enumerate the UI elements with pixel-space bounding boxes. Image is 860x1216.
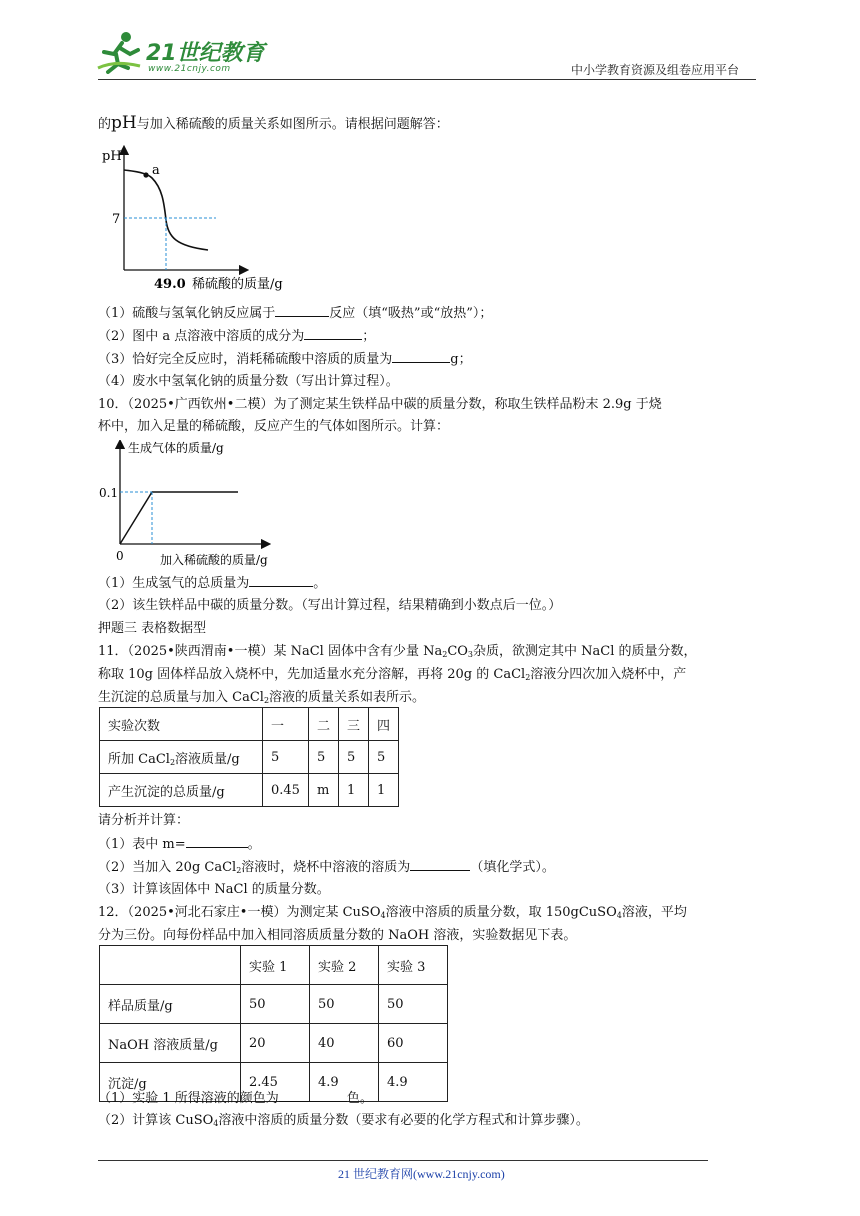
q12-line1: 12．（2025•河北石家庄•一模）为测定某 CuSO$_4$溶液中溶质的质量分数，取 150gCuSO$_4$溶液，平均 xyxy=(98,905,687,920)
table-cell: 5 xyxy=(263,741,309,774)
table-cell: m xyxy=(308,774,338,807)
q11-s3: （3）计算该固体中 NaCl 的质量分数。 xyxy=(98,882,330,897)
table-row xyxy=(100,1024,448,1063)
q12-table xyxy=(99,945,448,1102)
header-divider xyxy=(98,79,756,80)
q12-line2: 分为三份。向每份样品中加入相同溶质质量分数的 NaOH 溶液，实验数据见下表。 xyxy=(98,928,577,943)
q11-line1: 11．（2025•陕西渭南•一模）某 NaCl 固体中含有少量 $Na_2CO_3$杂质，欲测定其中 NaCl 的质量分数， xyxy=(98,644,697,659)
table-cell: 实验 1 xyxy=(241,946,310,985)
table-cell: 4.9 xyxy=(379,1063,448,1102)
answer-blank[interactable] xyxy=(392,350,450,363)
table-cell: 二 xyxy=(308,708,338,741)
gas-x-label: 加入稀硫酸的质量/g xyxy=(160,553,268,567)
gas-chart xyxy=(96,440,306,570)
table-cell: 一 xyxy=(263,708,309,741)
ph-x-label: 稀硫酸的质量/g xyxy=(192,277,283,292)
answer-blank[interactable] xyxy=(249,574,313,587)
q9-s3: （3）恰好完全反应时，消耗稀硫酸中溶质的质量为 g； xyxy=(98,352,472,367)
q11-line2: 称取 10g 固体样品放入烧杯中，先加适量水充分溶解，再将 20g 的 CaCl$_2$溶液分四次加入烧杯中，产 xyxy=(98,667,687,682)
table-cell: 实验 3 xyxy=(379,946,448,985)
table-cell: NaOH 溶液质量/g xyxy=(100,1024,241,1063)
table-cell: 2.45 xyxy=(241,1063,310,1102)
table-cell xyxy=(100,946,241,985)
header xyxy=(0,0,860,80)
table-cell: 40 xyxy=(310,1024,379,1063)
table-cell: 50 xyxy=(241,985,310,1024)
table-cell: 0.45 xyxy=(263,774,309,807)
table-row xyxy=(100,741,399,774)
table-cell: 4.9 xyxy=(310,1063,379,1102)
point-a xyxy=(143,172,148,177)
table-cell: 5 xyxy=(338,741,368,774)
table-cell: 四 xyxy=(368,708,398,741)
point-a-label: a xyxy=(152,163,160,178)
ph-y-label: pH xyxy=(102,149,122,164)
table-cell: 实验次数 xyxy=(100,708,263,741)
table-row xyxy=(100,774,399,807)
q12-s1: （1）实验 1 所得溶液的颜色为 色。 xyxy=(98,1091,373,1106)
gas-y-tick: 0.1 xyxy=(99,486,119,500)
table-cell: 20 xyxy=(241,1024,310,1063)
q9-s4: （4）废水中氢氧化钠的质量分数（写出计算过程）。 xyxy=(98,374,399,389)
ph-symbol: pH xyxy=(111,113,137,133)
ph-chart xyxy=(96,142,306,294)
q11-line3: 生沉淀的总质量与加入 CaCl$_2$溶液的质量关系如表所示。 xyxy=(98,690,426,705)
q10-line2: 杯中，加入足量的稀硫酸，反应产生的气体如图所示。计算： xyxy=(98,419,450,434)
platform-name: 中小学教育资源及组卷应用平台 xyxy=(571,63,740,77)
ph-y-tick: 7 xyxy=(112,212,121,227)
table-cell: 5 xyxy=(308,741,338,774)
answer-blank[interactable] xyxy=(186,835,248,848)
table-cell: 60 xyxy=(379,1024,448,1063)
answer-blank[interactable] xyxy=(275,304,329,317)
q11-s1: （1）表中 m= 。 xyxy=(98,837,261,852)
table-cell: 1 xyxy=(338,774,368,807)
q9-s2: （2）图中 a 点溶液中溶质的成分为 ； xyxy=(98,329,376,344)
footer-link[interactable]: 21 世纪教育网(www.21cnjy.com) xyxy=(338,1167,505,1181)
table-cell: 1 xyxy=(368,774,398,807)
table-cell: 三 xyxy=(338,708,368,741)
table-cell: 实验 2 xyxy=(310,946,379,985)
gas-origin: 0 xyxy=(116,549,124,563)
table-cell: 沉淀/g xyxy=(100,1063,241,1102)
q12-s2: （2）计算该 CuSO$_4$溶液中溶质的质量分数（要求有必要的化学方程式和计算步骤）。 xyxy=(98,1113,589,1128)
table-row xyxy=(100,946,448,985)
q11-analyze: 请分析并计算： xyxy=(98,813,190,828)
table-cell: 5 xyxy=(368,741,398,774)
ph-x-tick: 49.0 xyxy=(154,277,186,292)
logo-runner-icon xyxy=(96,30,146,74)
table-cell: 所加 CaCl$_2$溶液质量/g xyxy=(100,741,263,774)
q10-s1: （1）生成氢气的总质量为 。 xyxy=(98,576,327,591)
table-cell: 样品质量/g xyxy=(100,985,241,1024)
gas-y-label: 生成气体的质量/g xyxy=(128,441,224,455)
footer-divider xyxy=(98,1160,708,1161)
table-cell: 50 xyxy=(379,985,448,1024)
section-title: 押题三 表格数据型 xyxy=(98,621,207,636)
gas-line xyxy=(120,492,238,544)
q11-table xyxy=(99,707,399,807)
answer-blank[interactable] xyxy=(410,858,470,871)
table-row xyxy=(100,708,399,741)
answer-blank[interactable] xyxy=(279,1089,347,1102)
q9-s1: （1）硫酸与氢氧化钠反应属于 反应（填“吸热”或“放热”）； xyxy=(98,306,493,321)
intro-line: 的pH与加入稀硫酸的质量关系如图所示。请根据问题解答： xyxy=(98,113,449,133)
q10-s2: （2）该生铁样品中碳的质量分数。（写出计算过程，结果精确到小数点后一位。） xyxy=(98,598,562,613)
logo-text: 21世纪教育 xyxy=(146,41,265,66)
answer-blank[interactable] xyxy=(304,327,362,340)
table-cell: 产生沉淀的总质量/g xyxy=(100,774,263,807)
table-cell: 50 xyxy=(310,985,379,1024)
table-row xyxy=(100,985,448,1024)
q10-line1: 10．（2025•广西钦州•二模）为了测定某生铁样品中碳的质量分数，称取生铁样品粉末 2.9g 于烧 xyxy=(98,397,662,412)
logo-url: www.21cnjy.com xyxy=(148,64,231,74)
q11-s2: （2）当加入 20g CaCl$_2$溶液时，烧杯中溶液的溶质为 （填化学式）。 xyxy=(98,860,555,875)
